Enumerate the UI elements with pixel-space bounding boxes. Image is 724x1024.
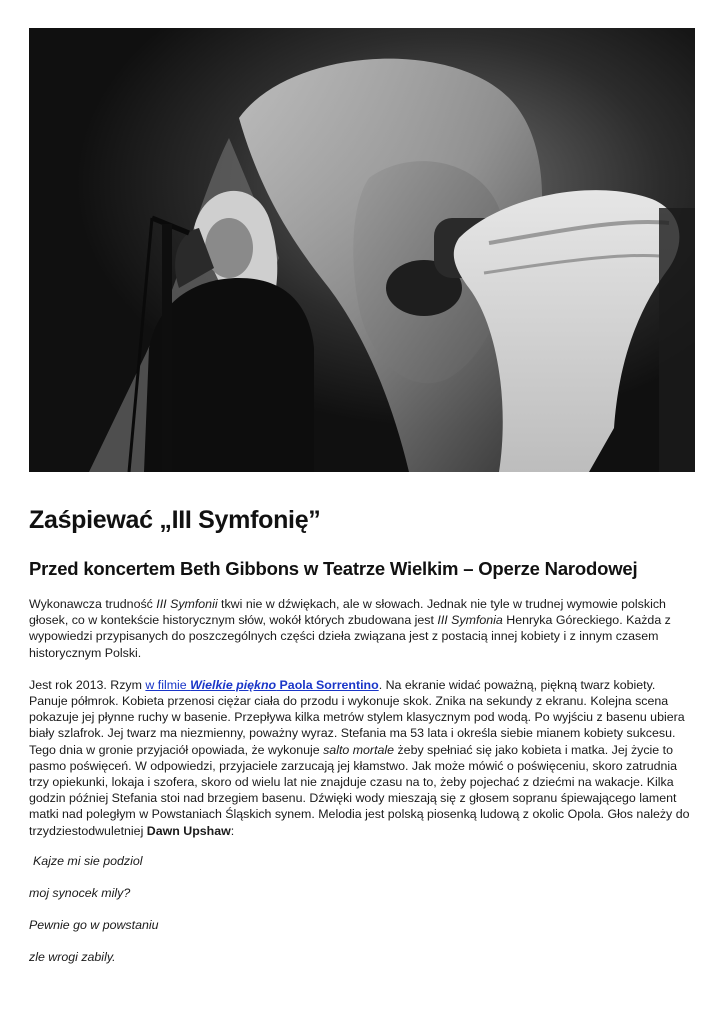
article-title: Zaśpiewać „III Symfonię” bbox=[29, 506, 321, 534]
link-director: Paola Sorrentino bbox=[276, 677, 379, 692]
italic-phrase: salto mortale bbox=[323, 742, 395, 757]
text-run: Henryka Góreckiego. Każda z wypowiedzi przypisanych do poszczególnych części dzieła związana jest z postacią innej kobiety i z innym czasem historycznym Polski. bbox=[29, 613, 671, 660]
lyric-line: Pewnie go w powstaniu bbox=[29, 917, 159, 932]
text-run: tkwi nie w dźwiękach, ale w słowach. Jednak nie tyle w trudnej wymowie polskich głosek, co w kontekście historycznym słów, wokół których zbudowana jest bbox=[29, 597, 666, 628]
article-subtitle: Przed koncertem Beth Gibbons w Teatrze Wielkim – Operze Narodowej bbox=[29, 558, 638, 579]
text-run: . Na ekranie widać poważną, piękną twarz kobiety. Panuje półmrok. Kobieta przenosi ciężar ciała do przodu i wykonuje skok. Znika na sekundy z ekranu. Kolejna scena pokazuje jej płynne ruchy w basenie. Przepływa kilka metrów stylem klasycznym pod wodą. Po wyjściu z basenu ubiera biały szlafrok. Jej twarz ma niezmienny, poważny wyraz. Stefania ma 53 lata i określa siebie mianem kobiety sukcesu. Tego dnia w gronie przyjaciół opowiada, że wykonuje bbox=[29, 677, 685, 757]
link-film-title: Wielkie piękno bbox=[190, 677, 277, 692]
text-run: Wykonawcza trudność bbox=[29, 597, 157, 611]
lyric-line: zle wrogi zabily. bbox=[29, 949, 116, 964]
paragraph-film bbox=[29, 677, 695, 839]
film-link[interactable] bbox=[145, 678, 378, 692]
italic-work-title: III Symfonia bbox=[437, 613, 503, 628]
article-body bbox=[29, 596, 695, 981]
lyric-line: Kajze mi sie podziol bbox=[33, 853, 143, 868]
link-prefix: w filmie bbox=[145, 677, 191, 692]
hero-photo bbox=[29, 28, 695, 472]
italic-work-title: III Symfonii bbox=[156, 597, 218, 611]
concert-photo-illustration bbox=[29, 28, 695, 472]
text-run: Jest rok 2013. Rzym bbox=[29, 677, 146, 692]
lyric-line: moj synocek mily? bbox=[29, 885, 131, 900]
text-run: : bbox=[230, 823, 235, 838]
paragraph-intro bbox=[29, 596, 695, 661]
text-run: żeby spełniać się jako kobieta i matka. Jej życie to pasmo poświęceń. W odpowiedzi, przyjaciele zarzucają jej kłamstwo. Jak może mówić o poświęceniu, skoro zatrudnia trzy opiekunki, lokaja i szofera, skoro od wielu lat nie znajduje czasu na to, żeby pojechać z dziećmi na wakacje. Kilka godzin później Stefania stoi nad brzegiem basenu. Dźwięki wody mieszają się z głosem sopranu śpiewającego lament matki nad poległym w Powstaniach Śląskich synem. Melodia jest polską piosenką ludową z okolic Opola. Głos należy do trzydziestodwuletniej bbox=[29, 742, 690, 838]
song-lyrics bbox=[29, 853, 695, 965]
singer-name: Dawn Upshaw bbox=[146, 823, 231, 838]
